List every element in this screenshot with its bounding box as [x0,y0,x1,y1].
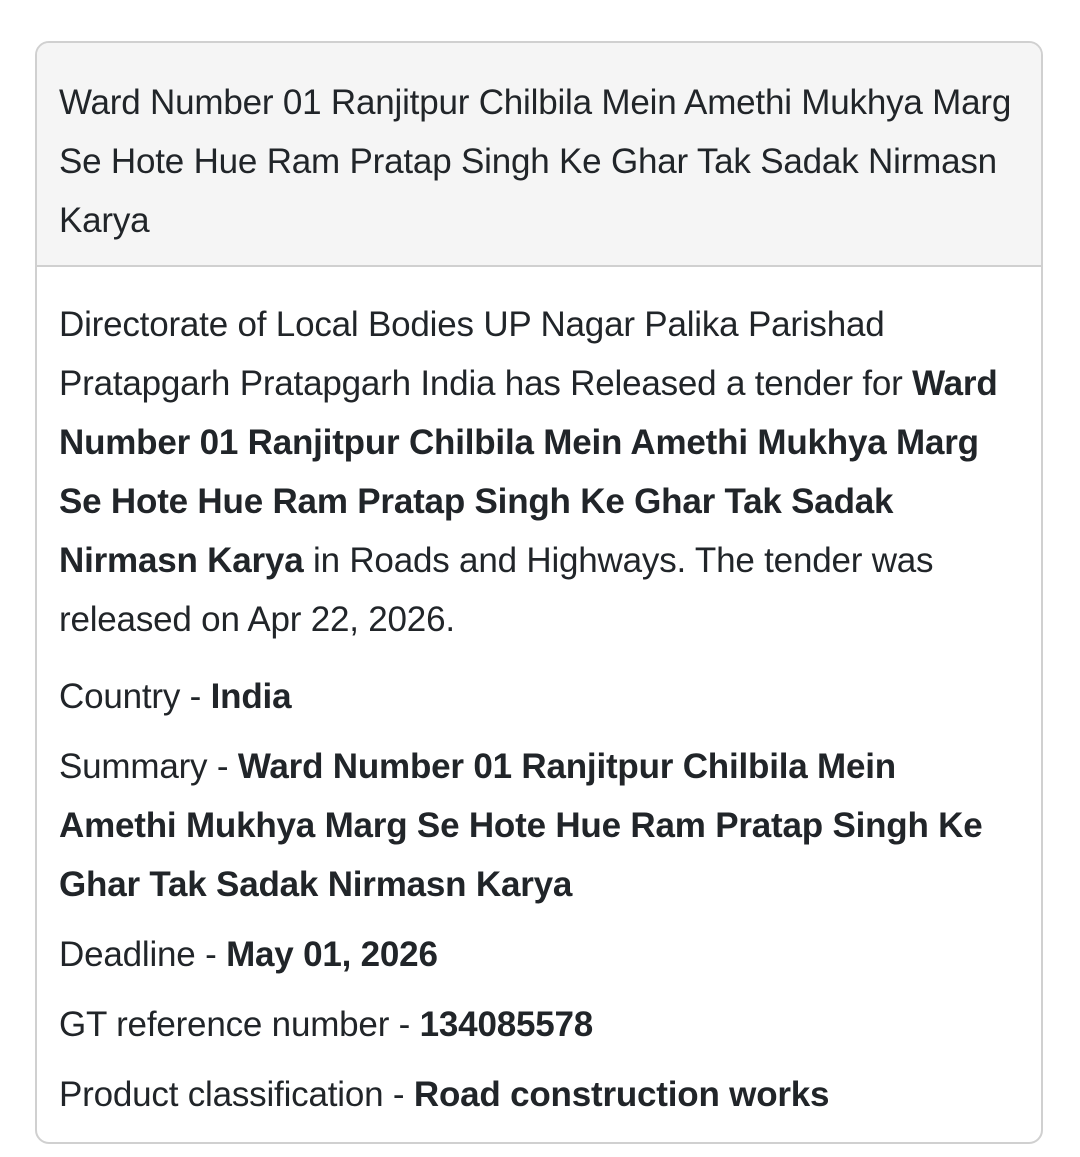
gt-reference-value: 134085578 [419,1005,594,1044]
product-classification-value: Road construction works [413,1075,830,1114]
field-gt-reference [59,995,1019,1054]
field-label: Deadline - [59,935,227,974]
field-summary [59,737,1019,914]
deadline-value: May 01, 2026 [226,935,438,974]
field-label: Country - [59,677,211,716]
description-release-date: Apr 22, 2026 [247,600,446,639]
description-tender-name: Ward Number 01 Ranjitpur Chilbila Mein Amethi Mukhya Marg Se Hote Hue Ram Pratap Singh Ke Ghar Tak Sadak Nirmasn Karya [59,364,998,580]
field-country [59,667,1019,726]
tender-card [35,41,1043,1144]
description-intro: Directorate of Local Bodies UP Nagar Palika Parishad Pratapgarh Pratapgarh India has Released a tender for [59,305,913,403]
description-middle: in Roads and Highways. The tender was released on [59,541,934,639]
description-end: . [445,600,455,639]
summary-value: Ward Number 01 Ranjitpur Chilbila Mein Amethi Mukhya Marg Se Hote Hue Ram Pratap Singh Ke Ghar Tak Sadak Nirmasn Karya [59,747,983,904]
tender-description [59,295,1019,649]
field-label: Product classification - [59,1075,414,1114]
tender-title: Ward Number 01 Ranjitpur Chilbila Mein Amethi Mukhya Marg Se Hote Hue Ram Pratap Singh Ke Ghar Tak Sadak Nirmasn Karya [59,83,1012,240]
card-body [37,267,1041,1124]
field-label: GT reference number - [59,1005,420,1044]
field-deadline [59,925,1019,984]
country-value: India [210,677,292,716]
field-product-classification [59,1065,1019,1124]
card-header [37,43,1041,267]
field-label: Summary - [59,747,238,786]
